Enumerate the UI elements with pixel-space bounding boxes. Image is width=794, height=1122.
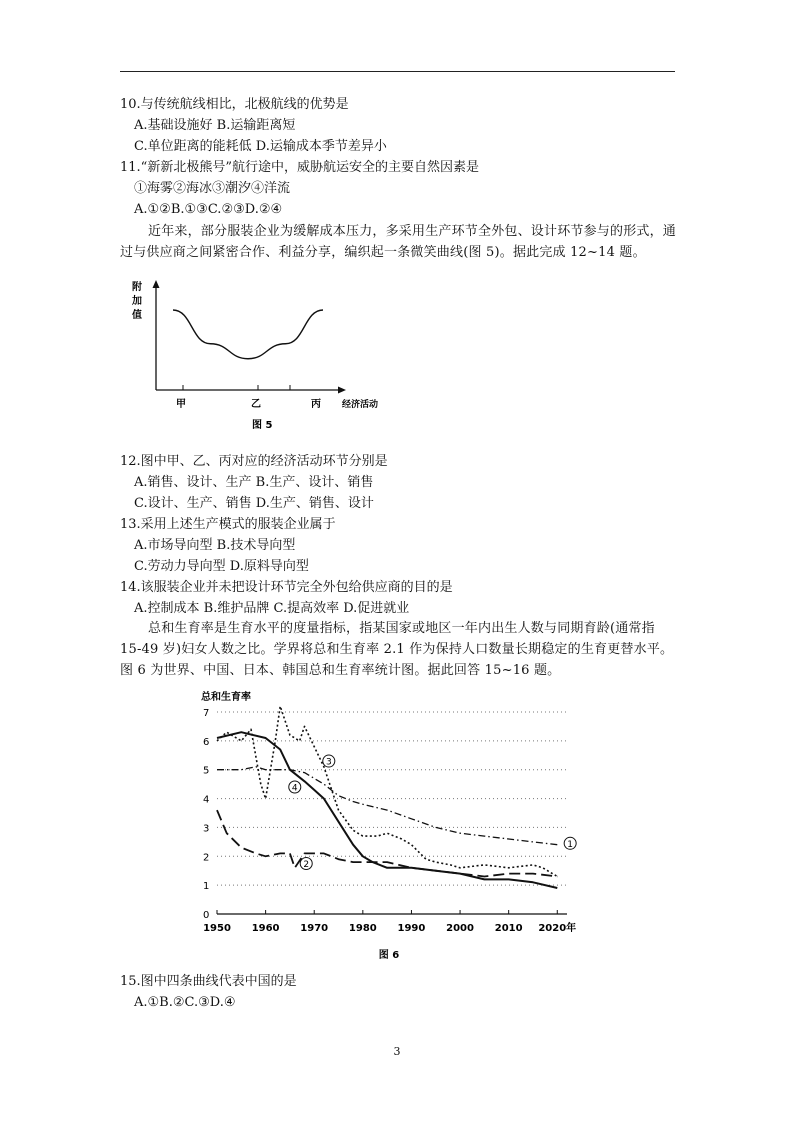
fig5-category-bing: 丙 [311,399,321,410]
fig6-ytick-label: 3 [203,823,210,835]
fig6-ytick-label: 4 [203,794,210,806]
fig6-ytick-label: 2 [203,852,210,864]
fig6-ytick-label: 0 [203,910,210,921]
fig5-smile-curve-line [173,310,323,359]
page-number: 3 [393,1045,401,1058]
fig6-caption: 图 6 [378,950,400,961]
fig6-xtick-label: 1960 [251,923,280,934]
q12-options-line2: C.设计、生产、销售 D.生产、销售、设计 [134,496,374,511]
q11-stem: 11.“新新北极熊号”航行途中，威胁航运安全的主要自然因素是 [120,160,479,175]
fig6-series-line-2 [217,810,557,876]
fig5-xlabel: 经济活动 [342,400,379,410]
fig5-ylabel-char: 加 [132,296,142,307]
fig6-series-line-1 [217,767,557,845]
q12-stem: 12.图中甲、乙、丙对应的经济活动环节分别是 [120,454,388,469]
q13-options-line2: C.劳动力导向型 D.原料导向型 [134,559,309,574]
fig6-ytick-label: 7 [203,708,210,719]
fig6-ytick-label: 6 [203,736,210,748]
passage-fertility-rate: 总和生育率是生育水平的度量指标，指某国家或地区一年内出生人数与同期育龄(通常指 15-49 岁)妇女人数之比。学界将总和生育率 2.1 作为保持人口数量长期稳定的生育更替水平。图 6 为世界、中国、日本、韩国总和生育率统计图。据此回答 15~16 题。 [120,621,674,678]
header-rule [120,71,675,72]
q10-options-line2: C.单位距离的能耗低 D.运输成本季节差异小 [134,139,387,154]
q12-options-line1: A.销售、设计、生产 B.生产、设计、销售 [134,475,374,490]
fig6-xtick-label: 2010 [494,923,523,934]
fig6-xtick-label: 1950 [203,923,231,934]
figure-5-smile-curve [118,278,398,438]
q10-stem: 10.与传统航线相比，北极航线的优势是 [120,97,349,112]
q13-options-line1: A.市场导向型 B.技术导向型 [134,538,296,553]
q15-options: A.①B.②C.③D.④ [134,995,236,1010]
fig6-xtick-label: 1970 [300,923,329,934]
fig6-xtick-label: 2000 [446,923,474,934]
fig5-y-arrow-icon [153,280,160,288]
fig5-caption: 图 5 [252,420,273,431]
q14-options: A.控制成本 B.维护品牌 C.提高效率 D.促进就业 [134,601,410,616]
fig6-ytick-label: 1 [203,881,210,893]
fig5-x-arrow-icon [338,387,346,394]
passage-smile-curve: 近年来，部分服装企业为缓解成本压力，多采用生产环节全外包、设计环节参与的形式，通过与供应商之间紧密合作、利益分享，编织起一条微笑曲线(图 5)。据此完成 12~14 题。 [120,224,677,260]
q15-stem: 15.图中四条曲线代表中国的是 [120,974,297,989]
q10-options-line1: A.基础设施好 B.运输距离短 [134,118,296,133]
fig6-series-marker-label: 2 [303,860,310,870]
fig5-category-jia: 甲 [176,399,186,410]
fig5-category-yi: 乙 [251,399,261,410]
q13-stem: 13.采用上述生产模式的服装企业属于 [120,517,336,532]
fig5-ylabel-char: 附 [132,282,142,293]
fig6-ytick-label: 5 [203,765,210,777]
q11-options: A.①②B.①③C.②③D.②④ [134,202,283,217]
fig6-ylabel: 总和生育率 [201,692,251,703]
fig6-xtick-label: 1990 [397,923,426,934]
fig6-series-marker-label: 1 [567,839,574,850]
fig5-ylabel-char: 值 [132,310,142,321]
figure-6-fertility-chart [195,686,615,966]
q11-items: ①海雾②海冰③潮汐④洋流 [134,181,291,196]
q14-stem: 14.该服装企业并未把设计环节完全外包给供应商的目的是 [120,580,453,595]
fig6-series-line-3 [217,706,557,876]
fig6-series-marker-label: 4 [291,783,298,794]
fig6-xtick-label: 1980 [348,923,377,934]
fig6-xtick-label: 2020年 [538,923,577,934]
fig6-series-marker-label: 3 [325,757,332,768]
